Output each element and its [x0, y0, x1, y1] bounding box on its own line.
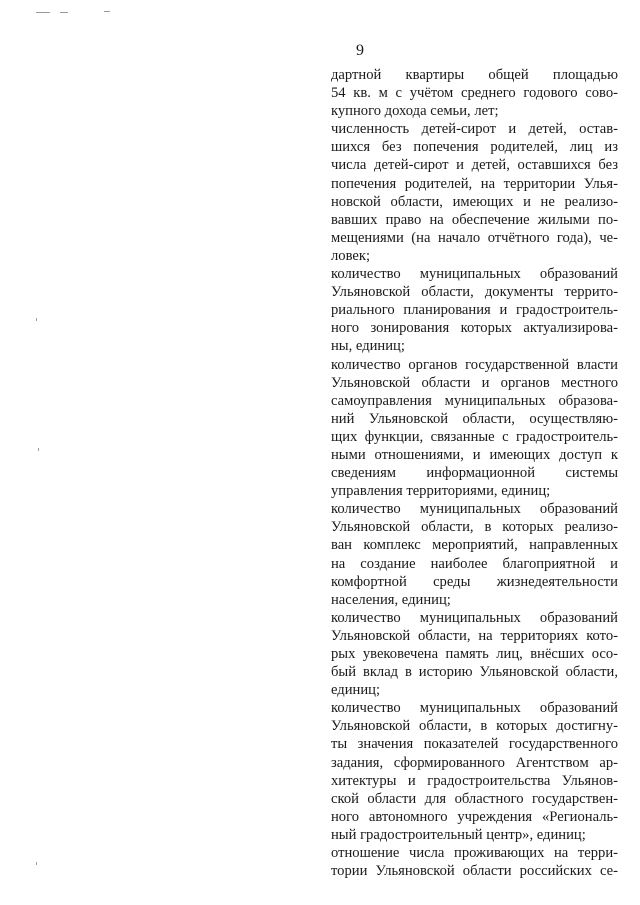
text-line: сведениям информационной системы [331, 465, 618, 482]
text-line: купного дохода семьи, лет; [331, 103, 499, 120]
text-line: ного зонирования которых актуализирова- [331, 320, 618, 337]
text-line: ными отношениями, и имеющих доступ к [331, 446, 618, 463]
text-line: комфортной среды жизнедеятельности [331, 573, 618, 590]
text-line: ван комплекс мероприятий, направленных [331, 537, 618, 554]
text-line: ты значения показателей государственного [331, 736, 618, 753]
text-line: мещениями (на начало отчётного года), че- [331, 229, 618, 246]
text-line: Ульяновской области и органов местного [331, 374, 618, 391]
text-line: количество муниципальных образований [331, 501, 618, 518]
text-line: на создание наиболее благоприятной и [331, 555, 618, 572]
text-line: хитектуры и градостроительства Ульянов- [331, 772, 618, 789]
text-line: единиц; [331, 682, 381, 699]
text-line: бый вклад в историю Ульяновской области, [331, 664, 618, 681]
text-line: рых увековечена память лиц, внёсших осо- [331, 646, 618, 662]
scan-mark [36, 12, 50, 13]
text-line: вавших право на обеспечение жилыми по- [331, 211, 618, 228]
text-line: дартной квартиры общей площадью [331, 67, 618, 83]
text-line: шихся без попечения родителей, лиц из [331, 139, 618, 156]
text-line: ны, единиц; [331, 338, 405, 355]
text-line: щих функции, связанные с градостроитель- [331, 428, 618, 445]
text-line: 54 кв. м с учётом среднего годового сово- [331, 85, 618, 102]
text-line: населения, единиц; [331, 591, 451, 608]
text-line: количество органов государственной власти [331, 356, 618, 373]
document-text-column [331, 66, 618, 880]
text-line: численность детей-сирот и детей, остав- [331, 121, 618, 138]
text-line: Ульяновской области, в которых достигну- [331, 718, 618, 735]
text-line: тории Ульяновской области российских се- [331, 863, 618, 880]
text-line: ный градостроительный центр», единиц; [331, 826, 586, 843]
text-line: самоуправления муниципальных образова- [331, 392, 618, 409]
text-line: числа детей-сирот и детей, оставшихся без [331, 157, 618, 174]
text-line: Ульяновской области, на территориях кото- [331, 627, 618, 644]
text-line: ской области для областного государствен- [331, 790, 618, 807]
text-line: попечения родителей, на территории Улья- [331, 175, 618, 192]
text-line: отношение числа проживающих на терри- [331, 845, 618, 862]
text-line: задания, сформированного Агентством ар- [331, 754, 618, 771]
text-line: Ульяновской области, документы террито- [331, 284, 618, 301]
text-line: риального планирования и градостроитель- [331, 302, 618, 319]
text-line: новской области, имеющих и не реализо- [331, 193, 618, 210]
text-line: количество муниципальных образований [331, 609, 618, 626]
scan-mark [38, 448, 39, 451]
scan-mark [36, 318, 37, 321]
text-line: ловек; [331, 247, 371, 264]
text-line: Ульяновской области, в которых реализо- [331, 519, 618, 536]
text-line: ний Ульяновской области, осуществляю- [331, 410, 618, 427]
text-line: ного автономного учреждения «Региональ- [331, 808, 618, 825]
scan-mark [60, 12, 68, 13]
scan-mark [104, 11, 110, 12]
text-line: управления территориями, единиц; [331, 483, 551, 500]
scan-mark [36, 862, 37, 865]
page-number: 9 [356, 42, 364, 59]
text-line: количество муниципальных образований [331, 700, 618, 717]
text-line: количество муниципальных образований [331, 266, 618, 283]
